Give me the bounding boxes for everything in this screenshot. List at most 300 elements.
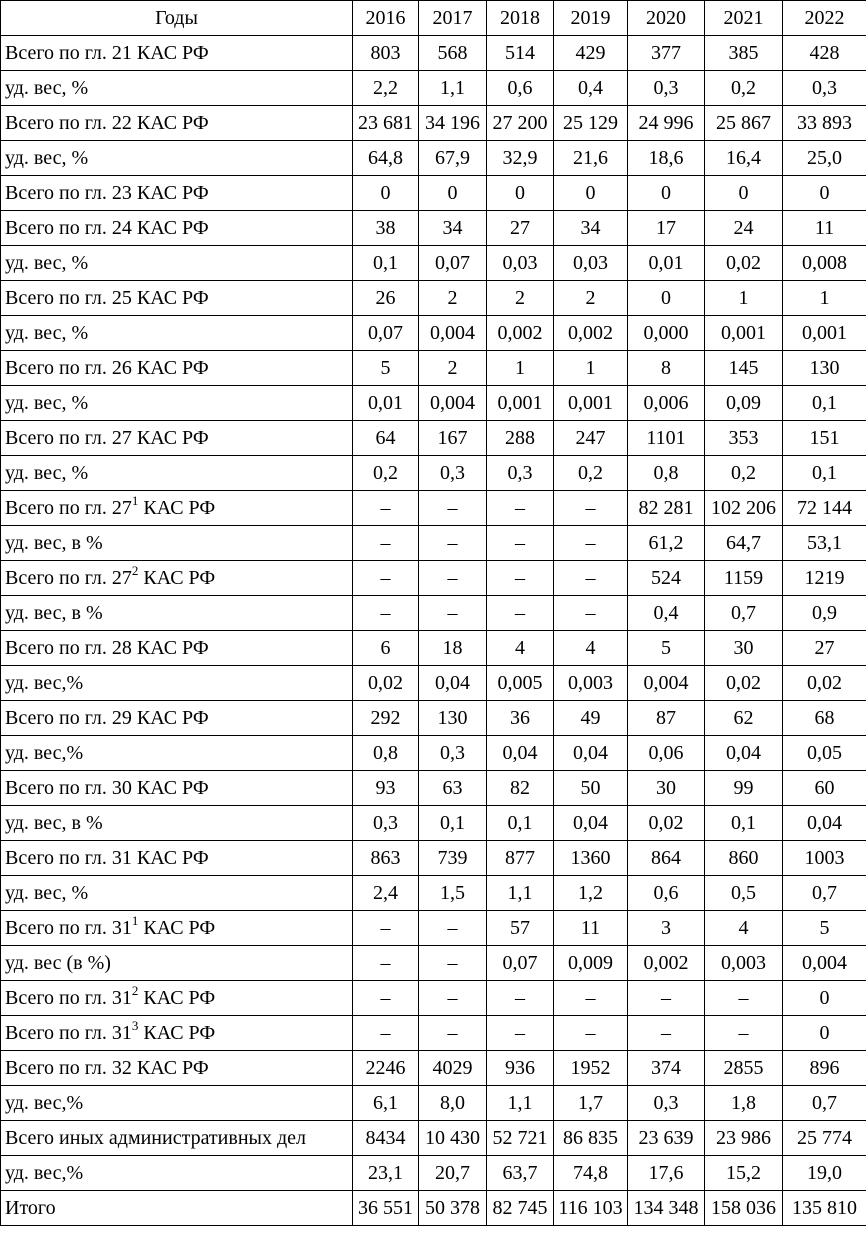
value-cell: 4	[487, 631, 554, 666]
value-cell: 1,2	[554, 876, 628, 911]
row-label-superscript: 1	[131, 493, 139, 508]
value-cell: 0,03	[487, 246, 554, 281]
header-year-cell: 2017	[419, 1, 487, 36]
value-cell: 1	[554, 351, 628, 386]
row-label: уд. вес, в %	[1, 596, 353, 631]
value-cell: 0,07	[353, 316, 419, 351]
row-label: Всего иных административных дел	[1, 1121, 353, 1156]
value-cell: 74,8	[554, 1156, 628, 1191]
table-row	[1, 386, 866, 421]
value-cell: 0,02	[628, 806, 705, 841]
value-cell: 0,3	[419, 736, 487, 771]
value-cell: 0,07	[487, 946, 554, 981]
table-row	[1, 736, 866, 771]
value-cell: –	[419, 561, 487, 596]
value-cell: 23 681	[353, 106, 419, 141]
table-row	[1, 981, 866, 1016]
value-cell: 2	[419, 281, 487, 316]
row-label: Всего по гл. 31 КАС РФ	[1, 841, 353, 876]
table-row	[1, 106, 866, 141]
table-row	[1, 596, 866, 631]
value-cell: 4	[554, 631, 628, 666]
value-cell: 18,6	[628, 141, 705, 176]
value-cell: 0,04	[783, 806, 866, 841]
value-cell: 16,4	[705, 141, 783, 176]
value-cell: 64,7	[705, 526, 783, 561]
value-cell: 514	[487, 36, 554, 71]
value-cell: 0,06	[628, 736, 705, 771]
value-cell: –	[554, 981, 628, 1016]
value-cell: 0,7	[783, 1086, 866, 1121]
value-cell: –	[554, 596, 628, 631]
row-label-suffix: КАС РФ	[138, 987, 216, 1009]
row-label: уд. вес,%	[1, 1086, 353, 1121]
value-cell: 19,0	[783, 1156, 866, 1191]
value-cell: 26	[353, 281, 419, 316]
value-cell: 23 639	[628, 1121, 705, 1156]
value-cell: 0,004	[783, 946, 866, 981]
table-row	[1, 1016, 866, 1051]
value-cell: –	[419, 526, 487, 561]
value-cell: 1,5	[419, 876, 487, 911]
value-cell: 24	[705, 211, 783, 246]
table-row	[1, 876, 866, 911]
row-label: уд. вес, %	[1, 141, 353, 176]
value-cell: 4029	[419, 1051, 487, 1086]
value-cell: 0,04	[554, 736, 628, 771]
value-cell: 0,09	[705, 386, 783, 421]
value-cell: 82 745	[487, 1191, 554, 1226]
row-label-superscript: 2	[131, 983, 139, 998]
value-cell: 0,004	[628, 666, 705, 701]
value-cell: 20,7	[419, 1156, 487, 1191]
table-row	[1, 1051, 866, 1086]
row-label	[1, 491, 353, 526]
row-label-text: Всего по гл. 27	[5, 567, 132, 589]
value-cell: 0,02	[705, 666, 783, 701]
value-cell: 30	[628, 771, 705, 806]
value-cell: –	[353, 491, 419, 526]
value-cell: 34 196	[419, 106, 487, 141]
value-cell: 0	[487, 176, 554, 211]
value-cell: 34	[419, 211, 487, 246]
value-cell: 0,2	[353, 456, 419, 491]
value-cell: 1003	[783, 841, 866, 876]
value-cell: –	[554, 526, 628, 561]
value-cell: 36 551	[353, 1191, 419, 1226]
value-cell: 8	[628, 351, 705, 386]
table-row	[1, 841, 866, 876]
value-cell: 0,02	[705, 246, 783, 281]
value-cell: –	[353, 1016, 419, 1051]
value-cell: 3	[628, 911, 705, 946]
value-cell: 17,6	[628, 1156, 705, 1191]
value-cell: 385	[705, 36, 783, 71]
value-cell: 863	[353, 841, 419, 876]
table-row	[1, 246, 866, 281]
value-cell: 1952	[554, 1051, 628, 1086]
header-year-cell: 2020	[628, 1, 705, 36]
value-cell: 2,4	[353, 876, 419, 911]
value-cell: 82	[487, 771, 554, 806]
value-cell: 0,3	[487, 456, 554, 491]
value-cell: 17	[628, 211, 705, 246]
row-label-text: Всего по гл. 31	[5, 917, 132, 939]
value-cell: 38	[353, 211, 419, 246]
value-cell: –	[487, 1016, 554, 1051]
value-cell: 0,002	[628, 946, 705, 981]
row-label: уд. вес (в %)	[1, 946, 353, 981]
value-cell: 0	[628, 176, 705, 211]
value-cell: 1,8	[705, 1086, 783, 1121]
value-cell: 0	[705, 176, 783, 211]
value-cell: 11	[554, 911, 628, 946]
value-cell: 1,1	[487, 876, 554, 911]
value-cell: 0,004	[419, 316, 487, 351]
value-cell: 0,6	[628, 876, 705, 911]
value-cell: 134 348	[628, 1191, 705, 1226]
row-label: уд. вес,%	[1, 736, 353, 771]
row-label: уд. вес,%	[1, 666, 353, 701]
table-row	[1, 666, 866, 701]
value-cell: 1159	[705, 561, 783, 596]
row-label-suffix: КАС РФ	[138, 1022, 216, 1044]
table-row	[1, 1156, 866, 1191]
row-label: Всего по гл. 30 КАС РФ	[1, 771, 353, 806]
value-cell: 1219	[783, 561, 866, 596]
value-cell: 68	[783, 701, 866, 736]
value-cell: 49	[554, 701, 628, 736]
row-label	[1, 981, 353, 1016]
table-row	[1, 456, 866, 491]
value-cell: 739	[419, 841, 487, 876]
value-cell: 0,2	[705, 71, 783, 106]
value-cell: 0	[783, 1016, 866, 1051]
value-cell: 63,7	[487, 1156, 554, 1191]
value-cell: –	[353, 911, 419, 946]
value-cell: –	[419, 981, 487, 1016]
value-cell: 10 430	[419, 1121, 487, 1156]
value-cell: 93	[353, 771, 419, 806]
value-cell: 0,02	[353, 666, 419, 701]
row-label: уд. вес, %	[1, 386, 353, 421]
value-cell: 0,9	[783, 596, 866, 631]
value-cell: 0,04	[554, 806, 628, 841]
value-cell: –	[628, 981, 705, 1016]
value-cell: 0,006	[628, 386, 705, 421]
value-cell: 0,2	[554, 456, 628, 491]
table-row	[1, 176, 866, 211]
value-cell: 87	[628, 701, 705, 736]
value-cell: 292	[353, 701, 419, 736]
row-label: Всего по гл. 25 КАС РФ	[1, 281, 353, 316]
value-cell: 0	[419, 176, 487, 211]
value-cell: 0,6	[487, 71, 554, 106]
value-cell: 5	[628, 631, 705, 666]
table-row	[1, 36, 866, 71]
row-label: Итого	[1, 1191, 353, 1226]
header-year-cell: 2019	[554, 1, 628, 36]
table-row	[1, 141, 866, 176]
value-cell: 130	[783, 351, 866, 386]
value-cell: 32,9	[487, 141, 554, 176]
value-cell: –	[705, 981, 783, 1016]
row-label: уд. вес,%	[1, 1156, 353, 1191]
value-cell: 0,07	[419, 246, 487, 281]
value-cell: 0,5	[705, 876, 783, 911]
value-cell: 6	[353, 631, 419, 666]
value-cell: –	[554, 491, 628, 526]
value-cell: 936	[487, 1051, 554, 1086]
value-cell: 1	[487, 351, 554, 386]
value-cell: 82 281	[628, 491, 705, 526]
value-cell: 0,8	[628, 456, 705, 491]
value-cell: 2	[487, 281, 554, 316]
value-cell: 0,04	[705, 736, 783, 771]
value-cell: 1,1	[487, 1086, 554, 1121]
value-cell: –	[487, 526, 554, 561]
value-cell: 1,7	[554, 1086, 628, 1121]
value-cell: 61,2	[628, 526, 705, 561]
value-cell: 2	[419, 351, 487, 386]
value-cell: 2	[554, 281, 628, 316]
row-label: Всего по гл. 21 КАС РФ	[1, 36, 353, 71]
value-cell: 288	[487, 421, 554, 456]
value-cell: 34	[554, 211, 628, 246]
value-cell: 896	[783, 1051, 866, 1086]
value-cell: 0,001	[705, 316, 783, 351]
value-cell: 18	[419, 631, 487, 666]
value-cell: 0,1	[419, 806, 487, 841]
value-cell: 377	[628, 36, 705, 71]
value-cell: 0,1	[353, 246, 419, 281]
table-row	[1, 526, 866, 561]
value-cell: 64,8	[353, 141, 419, 176]
row-label: уд. вес, %	[1, 246, 353, 281]
header-row	[1, 1, 866, 36]
row-label-superscript: 2	[131, 563, 139, 578]
value-cell: 0,4	[628, 596, 705, 631]
value-cell: 24 996	[628, 106, 705, 141]
header-year-cell: 2016	[353, 1, 419, 36]
value-cell: 6,1	[353, 1086, 419, 1121]
table-row	[1, 71, 866, 106]
value-cell: 0,7	[705, 596, 783, 631]
value-cell: –	[419, 1016, 487, 1051]
value-cell: 0,04	[487, 736, 554, 771]
value-cell: 0,1	[487, 806, 554, 841]
value-cell: 353	[705, 421, 783, 456]
value-cell: 72 144	[783, 491, 866, 526]
row-label: Всего по гл. 28 КАС РФ	[1, 631, 353, 666]
value-cell: 247	[554, 421, 628, 456]
value-cell: 52 721	[487, 1121, 554, 1156]
value-cell: 151	[783, 421, 866, 456]
value-cell: 50 378	[419, 1191, 487, 1226]
value-cell: 21,6	[554, 141, 628, 176]
value-cell: 99	[705, 771, 783, 806]
row-label: Всего по гл. 22 КАС РФ	[1, 106, 353, 141]
value-cell: 5	[353, 351, 419, 386]
table-row	[1, 351, 866, 386]
value-cell: 803	[353, 36, 419, 71]
row-label-superscript: 3	[131, 1018, 139, 1033]
value-cell: 0,01	[353, 386, 419, 421]
header-years-label: Годы	[1, 1, 353, 36]
table-row	[1, 316, 866, 351]
row-label: уд. вес, %	[1, 876, 353, 911]
value-cell: 877	[487, 841, 554, 876]
value-cell: 429	[554, 36, 628, 71]
value-cell: 0,1	[783, 456, 866, 491]
table-row	[1, 211, 866, 246]
row-label: Всего по гл. 23 КАС РФ	[1, 176, 353, 211]
value-cell: 1360	[554, 841, 628, 876]
value-cell: 0,3	[419, 456, 487, 491]
value-cell: 0,1	[783, 386, 866, 421]
value-cell: 27 200	[487, 106, 554, 141]
value-cell: 0	[783, 176, 866, 211]
value-cell: 428	[783, 36, 866, 71]
table-row	[1, 491, 866, 526]
value-cell: 50	[554, 771, 628, 806]
value-cell: 2855	[705, 1051, 783, 1086]
row-label-text: Всего по гл. 31	[5, 987, 132, 1009]
table-row	[1, 1191, 866, 1226]
row-label: уд. вес, в %	[1, 806, 353, 841]
row-label-suffix: КАС РФ	[138, 567, 216, 589]
value-cell: 158 036	[705, 1191, 783, 1226]
value-cell: 27	[487, 211, 554, 246]
value-cell: 2,2	[353, 71, 419, 106]
value-cell: –	[487, 981, 554, 1016]
value-cell: 0,05	[783, 736, 866, 771]
value-cell: 864	[628, 841, 705, 876]
value-cell: 1	[783, 281, 866, 316]
value-cell: 0,3	[628, 71, 705, 106]
value-cell: 0,001	[487, 386, 554, 421]
table-row	[1, 701, 866, 736]
table-row	[1, 561, 866, 596]
row-label	[1, 911, 353, 946]
value-cell: –	[705, 1016, 783, 1051]
value-cell: –	[353, 946, 419, 981]
value-cell: –	[554, 1016, 628, 1051]
value-cell: 62	[705, 701, 783, 736]
value-cell: 33 893	[783, 106, 866, 141]
value-cell: 0,02	[783, 666, 866, 701]
value-cell: 860	[705, 841, 783, 876]
row-label-text: Всего по гл. 31	[5, 1022, 132, 1044]
row-label: уд. вес, %	[1, 316, 353, 351]
row-label-superscript: 1	[131, 913, 139, 928]
value-cell: 25 129	[554, 106, 628, 141]
value-cell: –	[419, 911, 487, 946]
value-cell: 0,04	[419, 666, 487, 701]
value-cell: 0	[353, 176, 419, 211]
table-row	[1, 1086, 866, 1121]
value-cell: 0,003	[554, 666, 628, 701]
value-cell: 0,008	[783, 246, 866, 281]
value-cell: 36	[487, 701, 554, 736]
row-label: Всего по гл. 27 КАС РФ	[1, 421, 353, 456]
value-cell: 4	[705, 911, 783, 946]
row-label-suffix: КАС РФ	[138, 497, 216, 519]
value-cell: 0,000	[628, 316, 705, 351]
value-cell: 145	[705, 351, 783, 386]
row-label-text: Всего по гл. 27	[5, 497, 132, 519]
value-cell: 2246	[353, 1051, 419, 1086]
value-cell: 1,1	[419, 71, 487, 106]
value-cell: 0	[554, 176, 628, 211]
value-cell: 67,9	[419, 141, 487, 176]
value-cell: –	[628, 1016, 705, 1051]
row-label: уд. вес, %	[1, 456, 353, 491]
value-cell: 0,002	[487, 316, 554, 351]
row-label	[1, 1016, 353, 1051]
value-cell: –	[487, 596, 554, 631]
value-cell: 53,1	[783, 526, 866, 561]
value-cell: 5	[783, 911, 866, 946]
value-cell: 0,009	[554, 946, 628, 981]
value-cell: 60	[783, 771, 866, 806]
table-row	[1, 911, 866, 946]
row-label: Всего по гл. 32 КАС РФ	[1, 1051, 353, 1086]
value-cell: –	[353, 526, 419, 561]
value-cell: 0,003	[705, 946, 783, 981]
value-cell: –	[353, 596, 419, 631]
value-cell: 524	[628, 561, 705, 596]
table-row	[1, 631, 866, 666]
table-row	[1, 946, 866, 981]
table-row	[1, 421, 866, 456]
value-cell: –	[554, 561, 628, 596]
value-cell: 0,7	[783, 876, 866, 911]
row-label: Всего по гл. 24 КАС РФ	[1, 211, 353, 246]
value-cell: 0,002	[554, 316, 628, 351]
value-cell: –	[419, 491, 487, 526]
value-cell: 8434	[353, 1121, 419, 1156]
value-cell: 11	[783, 211, 866, 246]
value-cell: 0,03	[554, 246, 628, 281]
value-cell: 0,005	[487, 666, 554, 701]
value-cell: 23,1	[353, 1156, 419, 1191]
value-cell: 0,1	[705, 806, 783, 841]
value-cell: 25 867	[705, 106, 783, 141]
row-label	[1, 561, 353, 596]
value-cell: 0,4	[554, 71, 628, 106]
row-label: Всего по гл. 29 КАС РФ	[1, 701, 353, 736]
value-cell: 25 774	[783, 1121, 866, 1156]
value-cell: 0,3	[353, 806, 419, 841]
value-cell: –	[487, 561, 554, 596]
value-cell: 86 835	[554, 1121, 628, 1156]
value-cell: 0,3	[628, 1086, 705, 1121]
value-cell: 130	[419, 701, 487, 736]
value-cell: 568	[419, 36, 487, 71]
value-cell: 8,0	[419, 1086, 487, 1121]
value-cell: 27	[783, 631, 866, 666]
value-cell: 63	[419, 771, 487, 806]
value-cell: 0,8	[353, 736, 419, 771]
value-cell: 167	[419, 421, 487, 456]
value-cell: 25,0	[783, 141, 866, 176]
value-cell: 0,01	[628, 246, 705, 281]
value-cell: –	[419, 946, 487, 981]
value-cell: 0	[628, 281, 705, 316]
table-row	[1, 281, 866, 316]
value-cell: 0,3	[783, 71, 866, 106]
